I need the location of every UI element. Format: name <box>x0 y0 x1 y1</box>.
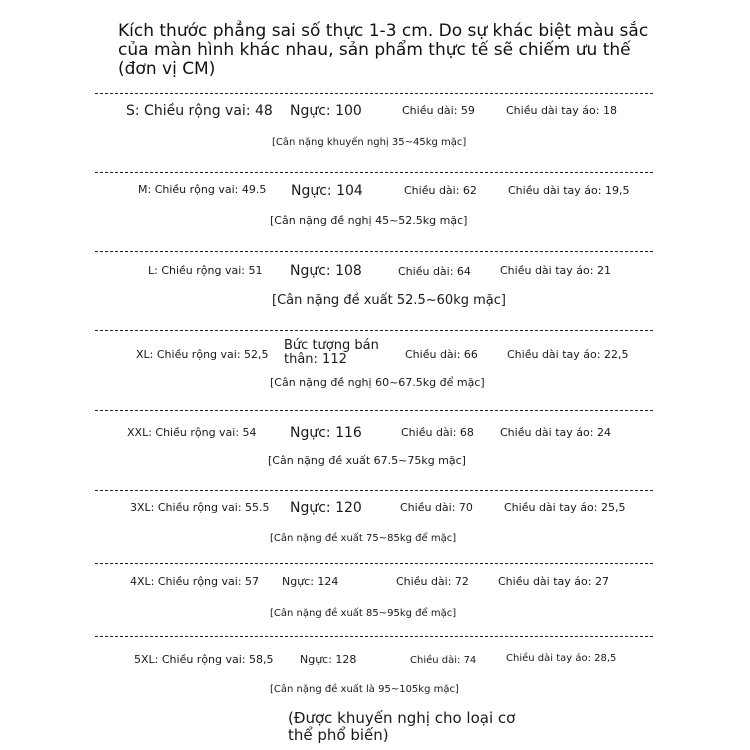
shoulder-width: M: Chiều rộng vai: 49.5 <box>138 183 267 196</box>
weight-recommendation: [Cân nặng đề xuất 52.5~60kg mặc] <box>272 293 506 308</box>
bust: Ngực: 128 <box>300 653 357 666</box>
shoulder-width: L: Chiều rộng vai: 51 <box>148 264 263 277</box>
separator <box>95 330 653 331</box>
bust: Bức tượng bán thân: 112 <box>284 338 379 367</box>
length: Chiều dài: 62 <box>404 184 477 197</box>
intro-text: Kích thước phẳng sai số thực 1-3 cm. Do sự khác biệt màu sắc của màn hình khác nhau, sản phẩm thực tế sẽ chiếm ưu thế (đơn vị CM) <box>118 21 649 79</box>
separator <box>95 563 653 564</box>
bust: Ngực: 100 <box>290 103 362 119</box>
length: Chiều dài: 70 <box>400 501 473 514</box>
shoulder-width: 3XL: Chiều rộng vai: 55.5 <box>130 501 270 514</box>
bust: Ngực: 120 <box>290 500 362 516</box>
sleeve-length: Chiều dài tay áo: 22,5 <box>507 348 629 361</box>
sleeve-length: Chiều dài tay áo: 28,5 <box>506 653 617 664</box>
length: Chiều dài: 66 <box>405 348 478 361</box>
weight-recommendation: [Cân nặng khuyến nghị 35~45kg mặc] <box>272 137 467 148</box>
separator <box>95 490 653 491</box>
length: Chiều dài: 59 <box>402 104 475 117</box>
footnote: (Được khuyến nghị cho loại cơ thể phổ biến) <box>288 709 516 744</box>
bust: Ngực: 124 <box>282 575 339 588</box>
separator <box>95 93 653 94</box>
weight-recommendation: [Cân nặng đề xuất 75~85kg để mặc] <box>270 533 457 544</box>
sleeve-length: Chiều dài tay áo: 24 <box>500 426 611 439</box>
weight-recommendation: [Cân nặng đề nghị 60~67.5kg để mặc] <box>270 376 485 389</box>
shoulder-width: 4XL: Chiều rộng vai: 57 <box>130 575 260 588</box>
separator <box>95 251 653 252</box>
sleeve-length: Chiều dài tay áo: 27 <box>498 575 609 588</box>
separator <box>95 172 653 173</box>
sleeve-length: Chiều dài tay áo: 19,5 <box>508 184 630 197</box>
shoulder-width: S: Chiều rộng vai: 48 <box>126 103 273 119</box>
bust: Ngực: 116 <box>290 425 362 441</box>
length: Chiều dài: 64 <box>398 265 471 278</box>
weight-recommendation: [Cân nặng đề xuất 85~95kg để mặc] <box>270 608 457 619</box>
separator <box>95 410 653 411</box>
separator <box>95 636 653 637</box>
shoulder-width: 5XL: Chiều rộng vai: 58,5 <box>134 653 274 666</box>
shoulder-width: XXL: Chiều rộng vai: 54 <box>127 426 257 439</box>
bust: Ngực: 108 <box>290 263 362 279</box>
length: Chiều dài: 74 <box>410 655 477 666</box>
sleeve-length: Chiều dài tay áo: 25,5 <box>504 501 626 514</box>
length: Chiều dài: 72 <box>396 575 469 588</box>
sleeve-length: Chiều dài tay áo: 18 <box>506 104 617 117</box>
weight-recommendation: [Cân nặng đề xuất 67.5~75kg mặc] <box>268 454 466 467</box>
weight-recommendation: [Cân nặng đề xuất là 95~105kg mặc] <box>270 684 459 695</box>
sleeve-length: Chiều dài tay áo: 21 <box>500 264 611 277</box>
shoulder-width: XL: Chiều rộng vai: 52,5 <box>136 348 269 361</box>
weight-recommendation: [Cân nặng đề nghị 45~52.5kg mặc] <box>270 214 468 227</box>
bust: Ngực: 104 <box>291 183 363 199</box>
length: Chiều dài: 68 <box>401 426 474 439</box>
